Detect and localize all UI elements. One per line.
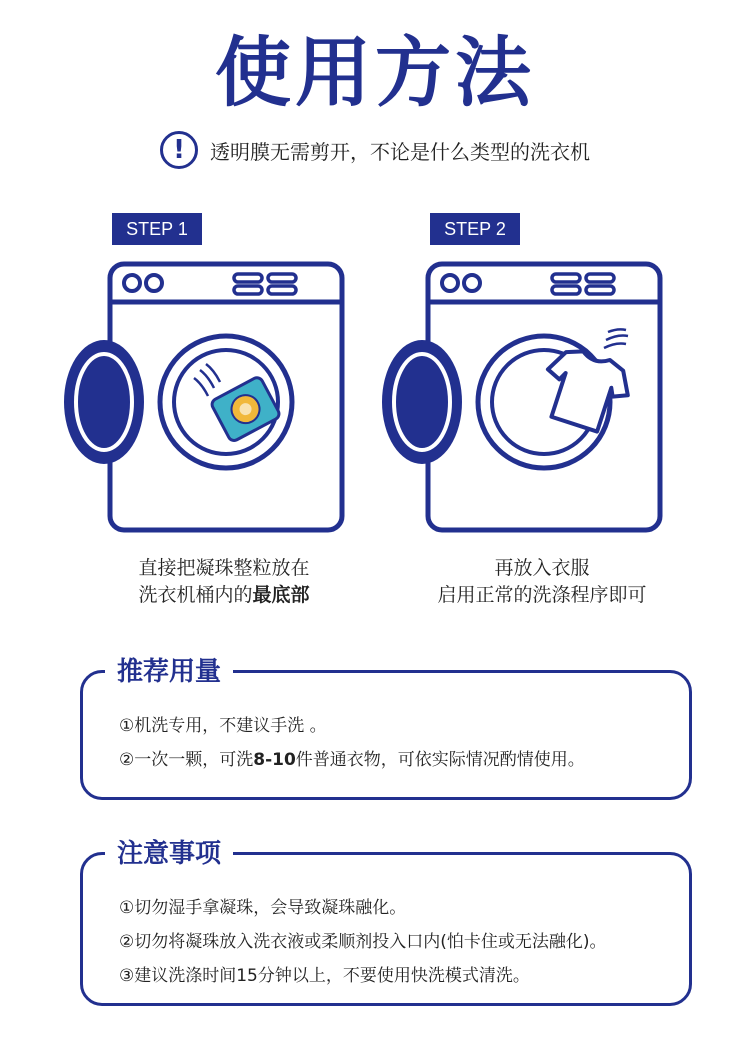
caution-title: 注意事项 bbox=[105, 833, 233, 870]
usage-title: 推荐用量 bbox=[105, 651, 233, 688]
step2-caption bbox=[392, 555, 692, 609]
page-title: 使用方法 bbox=[215, 28, 535, 117]
usage-box bbox=[80, 657, 692, 800]
usage-line2-suffix: 件普通衣物，可依实际情况酌情使用。 bbox=[295, 750, 585, 770]
usage-line2-prefix: ②一次一颗，可洗 bbox=[119, 750, 254, 770]
step1-caption bbox=[74, 555, 374, 609]
caution-box bbox=[80, 839, 692, 1006]
notice bbox=[160, 128, 590, 172]
notice-text: 透明膜无需剪开，不论是什么类型的洗衣机 bbox=[210, 139, 590, 164]
usage-line2 bbox=[119, 745, 585, 770]
step2-caption-line2: 启用正常的洗涤程序即可 bbox=[437, 584, 647, 606]
caution-line1: ①切勿湿手拿凝珠，会导致凝珠融化。 bbox=[119, 898, 407, 918]
washing-machine-step2-illustration bbox=[376, 258, 666, 534]
washing-machine-step1-illustration bbox=[58, 258, 348, 534]
caution-line3: ③建议洗涤时间15分钟以上，不要使用快洗模式清洗。 bbox=[119, 966, 530, 986]
step1-caption-emphasis: 最底部 bbox=[252, 584, 310, 606]
step2-badge: STEP 2 bbox=[430, 213, 520, 245]
step1-caption-line1: 直接把凝珠整粒放在 bbox=[138, 557, 310, 579]
step1-caption-line2 bbox=[74, 582, 374, 609]
usage-line2-emphasis: 8-10 bbox=[253, 750, 296, 770]
step1-badge: STEP 1 bbox=[112, 213, 202, 245]
usage-line1: ①机洗专用，不建议手洗 。 bbox=[119, 716, 327, 736]
step1-caption-line2-text: 洗衣机桶内的 bbox=[138, 584, 253, 606]
step2-caption-line1: 再放入衣服 bbox=[494, 557, 590, 579]
exclamation-icon: ! bbox=[160, 131, 198, 169]
caution-line2: ②切勿将凝珠放入洗衣液或柔顺剂投入口内(怕卡住或无法融化)。 bbox=[119, 932, 607, 952]
